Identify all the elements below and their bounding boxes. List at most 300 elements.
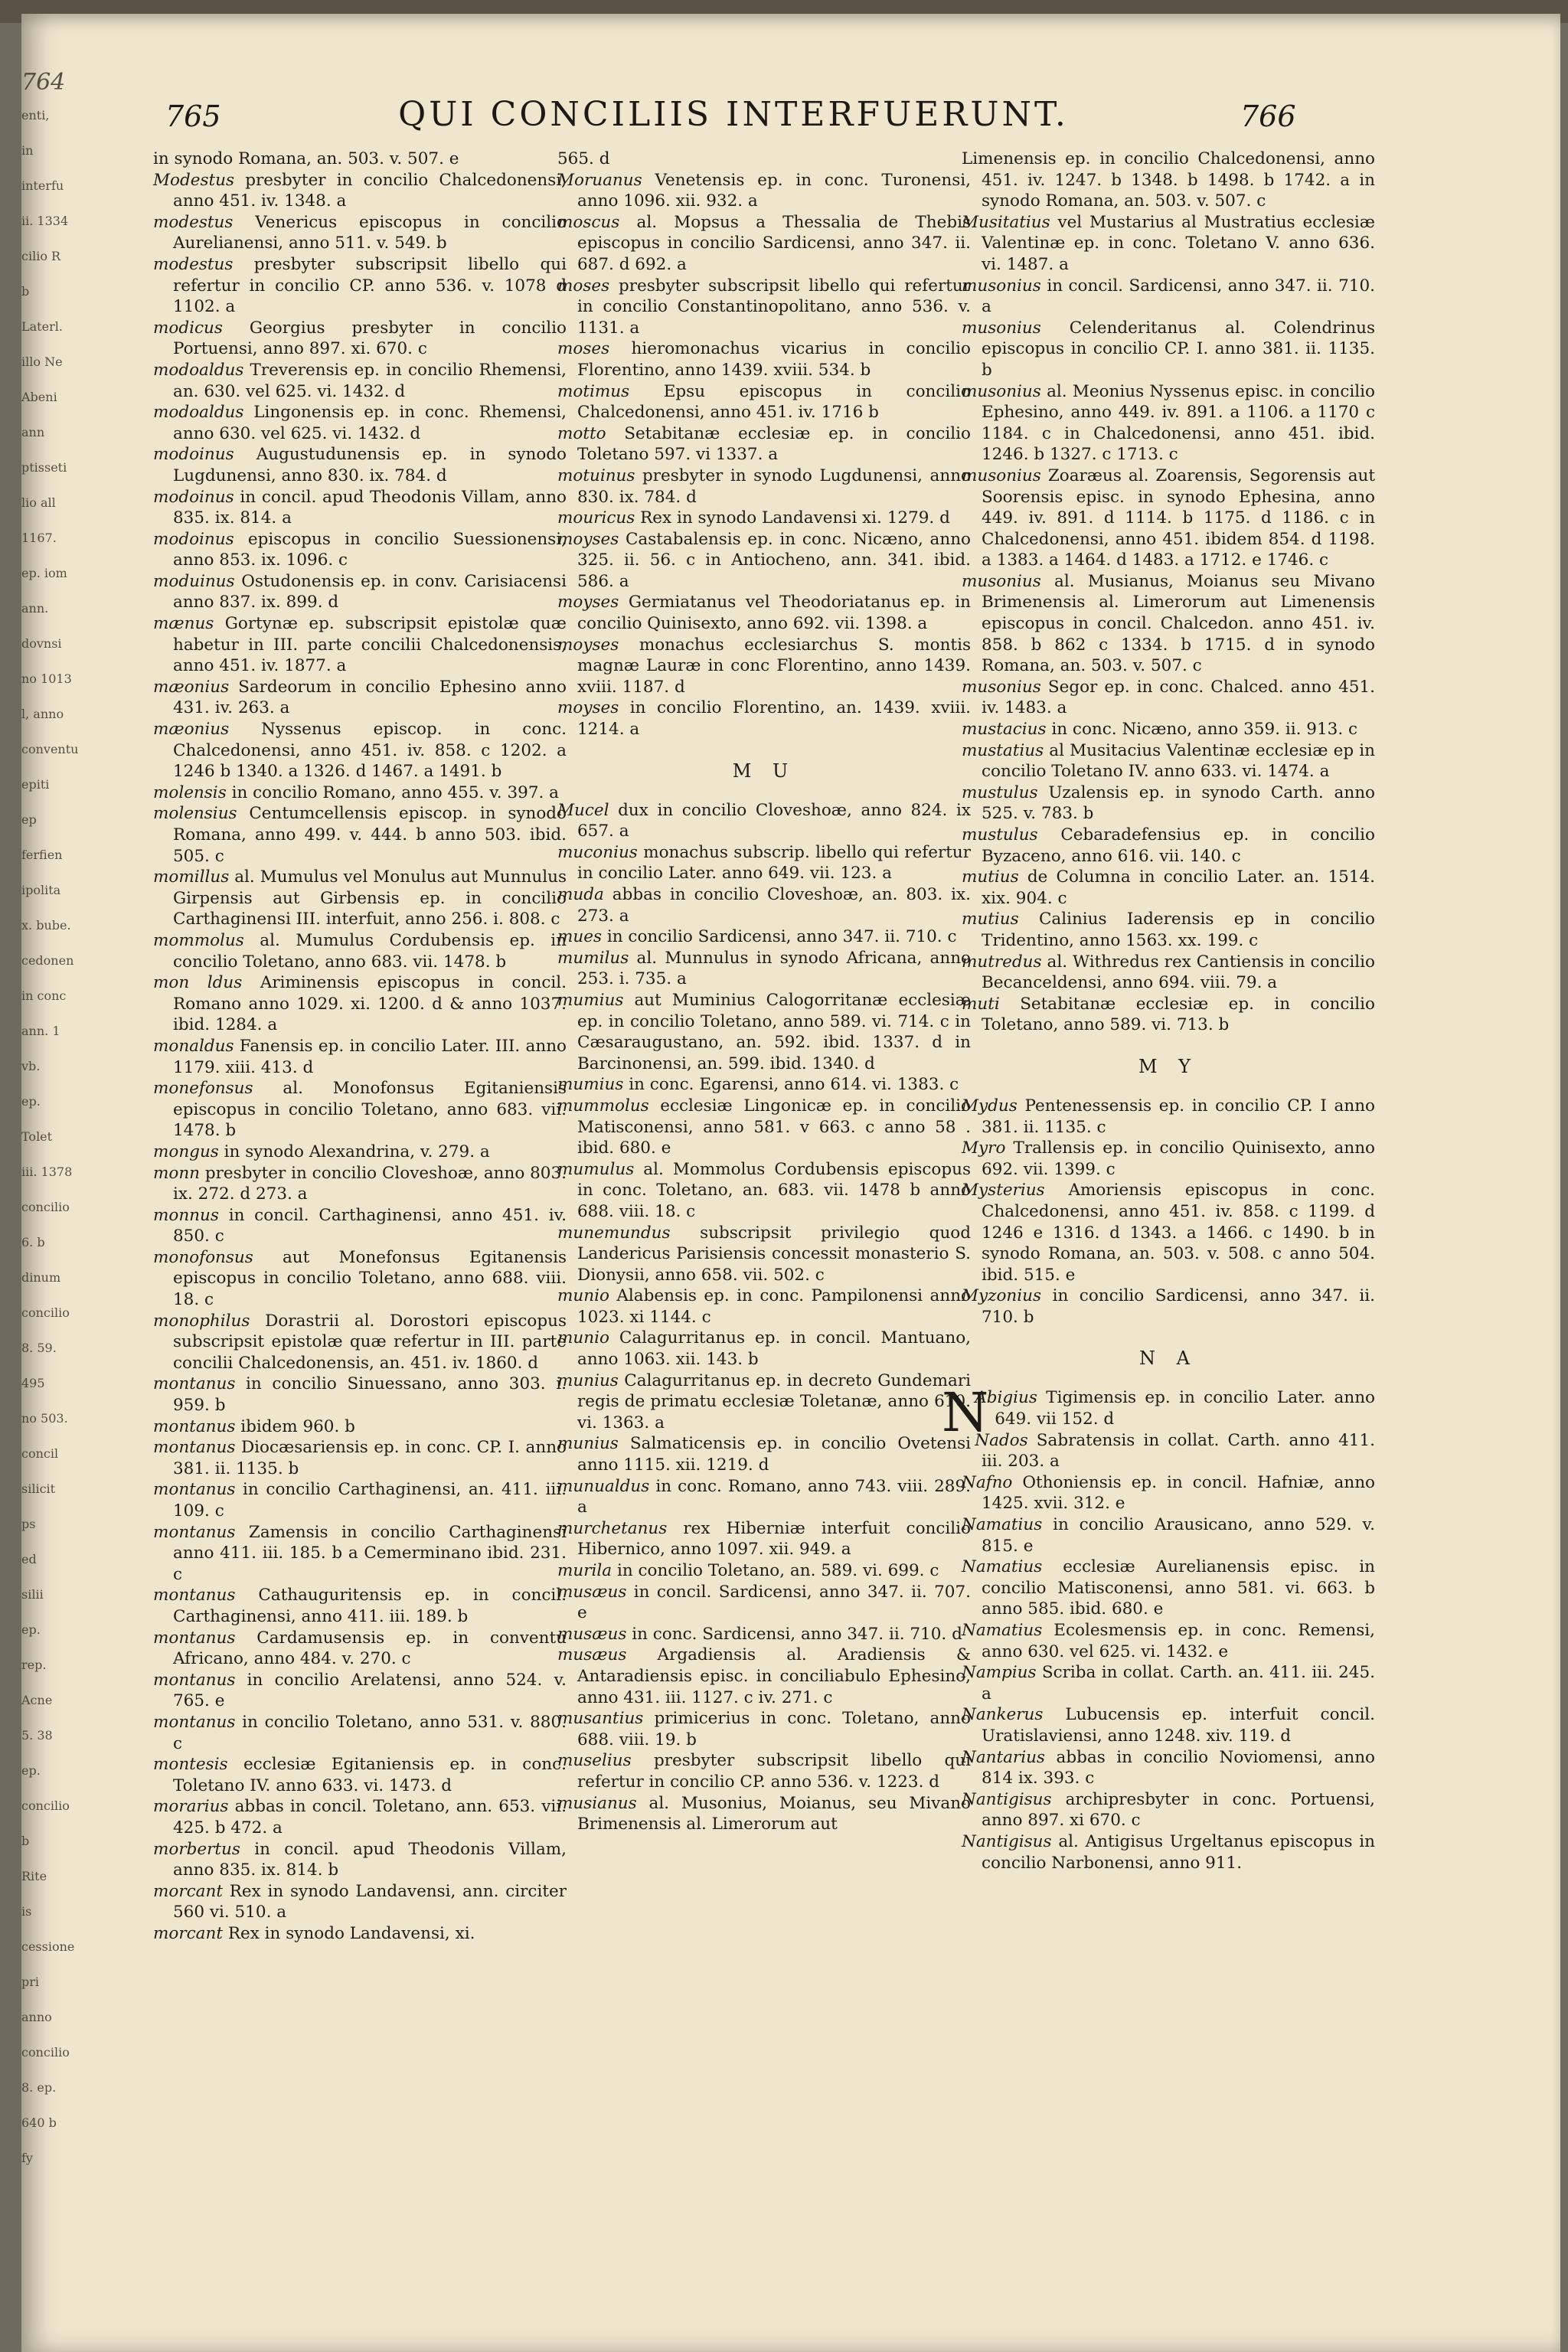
index-entry [153,972,567,1036]
entry-headword: muti [962,994,1000,1014]
index-entry [557,1159,971,1223]
entry-text: Zoaræus al. Zoarensis, Segorensis aut Soorensis episc. in synodo Ephesina, anno 449. iv. 891. d 1114. b 1175. d 1186. c in Chalcedonensi, anno 451. ibidem 854. d 1198. a 1383. a 1464. d 1483. a 1712. e 1746. c [982,466,1375,570]
entry-text: ecclesiæ Aurelianensis episc. in concilio Matisconensi, anno 581. vi. 663. b anno 585. ibid. 680. e [982,1557,1375,1619]
index-entry [153,1712,567,1754]
entry-text: Centumcellensis episcop. in synodo Romana, anno 499. v. 444. b anno 503. ibid. 505. c [173,804,567,866]
margin-fragment: Acne [21,1693,53,1707]
margin-fragment: ipolita [21,883,61,897]
entry-headword: murila [557,1561,612,1580]
entry-text: Salmaticensis ep. in concilio Ovetensi anno 1115. xii. 1219. d [577,1434,971,1475]
index-entry [557,1285,971,1328]
entry-headword: Nantarius [962,1747,1045,1767]
index-entry [962,952,1375,994]
entry-headword: mongus [153,1142,219,1161]
section-heading: M U [732,760,796,782]
left-page-number: 765 [165,100,221,133]
index-entry [962,571,1375,677]
index-entry [153,487,567,529]
index-entry [557,1708,971,1750]
entry-headword: Nafno [962,1472,1013,1492]
index-entry [153,1247,567,1311]
entry-text: Rex in synodo Landavensi, ann. circiter 560 vi. 510. a [173,1881,567,1922]
entry-headword: motto [557,423,606,443]
margin-fragment: 495 [21,1376,45,1390]
entry-headword: modicus [153,318,223,338]
entry-text: ecclesiæ Egitaniensis ep. in conc. Toletano IV. anno 633. vi. 1473. d [173,1755,567,1795]
column-left [153,149,567,1944]
entry-headword: Namatius [962,1557,1043,1577]
entry-text: presbyter subscripsit libello qui refertur in concilio CP. anno 536. v. 1078 d 1102. a [173,254,567,317]
entry-text: 565. d [557,149,610,168]
entry-headword: mummolus [557,1096,649,1116]
entry-headword: musæus [557,1624,627,1644]
index-entry [557,1096,971,1159]
entry-text: abbas in concil. Toletano, ann. 653. vii. 425. b 472. a [173,1797,567,1838]
entry-text: de Columna in concilio Later. an. 1514. xix. 904. c [982,867,1375,908]
index-entry [557,990,971,1074]
entry-headword: modoaldus [153,403,244,423]
entry-headword: monophilus [153,1311,250,1331]
entry-headword: montanus [153,1586,236,1606]
index-entry [557,149,971,170]
entry-headword: mæonius [153,677,230,697]
entry-headword: moyses [557,593,619,612]
entry-headword: musonius [962,276,1041,296]
entry-text: al Musitacius Valentinæ ecclesiæ ep in concilio Toletano IV. anno 633. vi. 1474. a [982,740,1375,782]
entry-text: al. Mumulus vel Monulus aut Munnulus Girpensis aut Girbensis ep. in concilio Carthaginensi III. interfuit, anno 256. i. 808. c [173,867,567,929]
entry-text: aut Muminius Calogorritanæ ecclesiæ ep. in concilio Toletano, anno 589. vi. 714. c in Cæsaraugustano, an. 592. ibid. 1337. d in Barcinonensi, an. 599. ibid. 1340. d [577,990,971,1073]
margin-fragment: ptisseti [21,460,67,475]
index-entry [557,1645,971,1708]
entry-headword: munualdus [557,1476,650,1496]
margin-fragment: Abeni [21,390,57,404]
margin-fragment: b [21,1834,30,1848]
entry-headword: montesis [153,1755,228,1775]
index-entry [962,1662,1375,1704]
entry-text: Sabratensis in collat. Carth. anno 411. iii. 203. a [982,1430,1375,1472]
entry-text: Rex in synodo Landavensi, xi. [227,1923,475,1943]
margin-fragment: ann. 1 [21,1024,60,1038]
entry-text: al. Musianus, Moianus seu Mivano Brimenensis al. Limerorum aut Limenensis episcopus in concil. Chalcedon. anno 451. iv. 858. b 862 c 1334. b 1715. d in synodo Romana, an. 503. v. 507. c [982,571,1375,676]
margin-fragment: interfu [21,178,64,193]
entry-text: Treverensis ep. in concilio Rhemensi, an. 630. vel 625. vi. 1432. d [173,360,567,401]
entry-text: Sardeorum in concilio Ephesino anno 431. iv. 263. a [173,677,567,718]
entry-headword: moyses [557,635,619,655]
index-entry [557,1582,971,1624]
margin-fragment: Tolet [21,1129,53,1144]
margin-fragment: 1167. [21,531,57,545]
entry-text: in concilio Sinuessano, anno 303. i. 959. b [173,1374,567,1416]
index-entry [962,381,1375,466]
entry-text: Epsu episcopus in concilio Chalcedonensi, anno 451. iv. 1716 b [577,381,971,423]
entry-headword: muselius [557,1751,632,1771]
margin-fragment: fy [21,2151,33,2165]
index-entry [557,1750,971,1792]
margin-fragment: pri [21,1975,40,1989]
entry-headword: modestus [153,254,234,274]
entry-text: in concil. Carthaginensi, anno 451. iv. 850. c [173,1205,567,1246]
index-entry [962,1138,1375,1180]
index-entry [153,1311,567,1374]
margin-fragment: 6. b [21,1235,45,1250]
margin-fragment: Rite [21,1869,47,1883]
entry-headword: montanus [153,1374,236,1394]
entry-headword: munius [557,1370,619,1390]
entry-headword: morcant [153,1881,223,1901]
entry-text: Calagurritanus ep. in decreto Gundemari regis de primatu ecclesiæ Toletanæ, anno 610. vi. 1363. a [577,1370,971,1432]
index-entry [153,170,567,212]
index-entry [153,803,567,867]
entry-headword: Myzonius [962,1286,1042,1306]
entry-headword: muda [557,885,604,904]
entry-headword: Namatius [962,1515,1043,1535]
index-entry [962,1620,1375,1662]
index-entry [557,423,971,466]
entry-text: in concilio Toletano, an. 589. vi. 699. c [616,1561,939,1580]
entry-headword: modoinus [153,529,234,549]
entry-headword: montanus [153,1712,236,1732]
entry-text: Nyssenus episcop. in conc. Chalcedonensi, anno 451. iv. 858. c 1202. a 1246 b 1340. a 1326. d 1467. a 1491. b [173,720,567,782]
section-heading: N A [1139,1348,1197,1370]
entry-text: Diocæsariensis ep. in conc. CP. I. anno 381. ii. 1135. b [173,1438,567,1478]
margin-fragment: ferfien [21,848,63,862]
entry-text: in concilio Florentino, an. 1439. xviii. 1214. a [577,698,971,740]
entry-headword: Nantigisus [962,1831,1052,1851]
entry-text: in conc. Romano, anno 743. viii. 289. a [577,1476,971,1517]
margin-fragment: in [21,143,34,158]
entry-headword: morbertus [153,1839,240,1859]
entry-text: Ecolesmensis ep. in conc. Remensi, anno 630. vel 625. vi. 1432. e [982,1621,1375,1661]
entry-text: al. Withredus rex Cantiensis in concilio Becanceldensi, anno 694. viii. 79. a [982,952,1375,993]
entry-headword: Myro [962,1138,1006,1158]
entry-text: in concilio Sardicensi, anno 347. ii. 710. c [606,927,957,947]
margin-fragment: dovnsi [21,636,62,651]
entry-headword: morcant [153,1923,223,1943]
index-entry [153,1923,567,1945]
index-entry [557,466,971,508]
entry-text: in concilio Arausicano, anno 529. v. 815. e [982,1515,1375,1556]
entry-text: al. Monofonsus Egitaniensis episcopus in concilio Toletano, anno 683. vii. 1478. b [173,1079,567,1141]
index-entry [153,1839,567,1881]
entry-headword: musæus [557,1582,627,1602]
entry-headword: montanus [153,1628,236,1648]
margin-fragment: is [21,1904,32,1919]
entry-text: Cebaradefensius ep. in concilio Byzaceno, anno 616. vii. 140. c [982,825,1375,866]
entry-headword: montanus [153,1416,236,1436]
entry-headword: monn [153,1163,201,1183]
entry-headword: mumulus [557,1159,635,1179]
entry-text: in concilio Romano, anno 455. v. 397. a [231,782,559,802]
index-entry [962,740,1375,782]
index-entry [557,884,971,926]
index-entry [557,800,971,842]
index-entry [962,149,1375,212]
index-entry [153,1142,567,1163]
entry-text: Celenderitanus al. Colendrinus episcopus in concilio CP. I. anno 381. ii. 1135. b [982,318,1375,380]
index-entry [153,1078,567,1142]
margin-fragment: ii. 1334 [21,214,69,228]
margin-fragment: ed [21,1552,37,1566]
entry-text: al. Musonius, Moianus, seu Mivano Brimenensis al. Limerorum aut [577,1793,971,1834]
margin-fragment: cessione [21,1939,75,1954]
entry-headword: munio [557,1286,609,1306]
entry-text: dux in concilio Cloveshoæ, anno 824. ix 657. a [577,800,971,841]
index-entry [962,1514,1375,1557]
entry-headword: Nantigisus [962,1789,1052,1809]
margin-fragment: ann. [21,601,49,616]
index-entry [557,1560,971,1582]
previous-page-margin [21,67,79,2334]
entry-headword: mustatius [962,740,1044,760]
index-entry [557,926,971,948]
previous-page-number: 764 [21,69,66,96]
entry-headword: mon ldus [153,973,243,993]
entry-headword: montanus [153,1522,236,1542]
entry-text: Othoniensis ep. in concil. Hafniæ, anno 1425. xvii. 312. e [982,1472,1375,1514]
entry-text: Cardamusensis ep. in conventu Africano, anno 484. v. 270. c [173,1628,567,1669]
index-entry [962,1557,1375,1620]
entry-headword: Namatius [962,1621,1043,1640]
index-entry [557,276,971,339]
index-entry [557,842,971,884]
entry-text: Germiatanus vel Theodoriatanus ep. in concilio Quinisexto, anno 692. vii. 1398. a [577,593,971,634]
entry-headword: musonius [962,677,1041,697]
index-entry [557,508,971,529]
entry-text: Setabitanæ ecclesiæ ep. in concilio Toletano, anno 589. vi. 713. b [982,994,1375,1035]
index-entry [153,1205,567,1247]
entry-headword: monnus [153,1205,219,1225]
entry-headword: mutius [962,910,1019,929]
index-entry [153,867,567,930]
entry-text: Ariminensis episcopus in concil. Romano anno 1029. xi. 1200. d & anno 1037. ibid. 1284. a [173,973,567,1035]
entry-headword: mænus [153,614,214,634]
entry-text: in concil. Sardicensi, anno 347. ii. 707. e [577,1582,971,1623]
index-entry [153,360,567,402]
entry-headword: mumius [557,990,624,1010]
index-entry [153,719,567,782]
margin-fragment: illo Ne [21,354,63,369]
index-entry [153,1437,567,1479]
index-entry [153,782,567,804]
index-entry [962,1096,1375,1138]
margin-fragment: dinum [21,1270,61,1285]
index-entry [153,930,567,972]
entry-text: Segor ep. in conc. Chalced. anno 451. iv. 1483. a [982,677,1375,718]
entry-text: presbyter subscripsit libello qui refertur in concilio CP. anno 536. v. 1223. d [577,1751,971,1792]
index-entry [153,677,567,719]
entry-headword: muconius [557,842,638,862]
margin-fragment: no 503. [21,1411,68,1426]
entry-text: vel Mustarius al Mustratius ecclesiæ Valentinæ ep. in conc. Toletano V. anno 636. vi. 1487. a [982,212,1375,274]
entry-text: ecclesiæ Lingonicæ ep. in concilio Matisconensi, anno 581. v 663. c anno 58 . ibid. 680. e [577,1096,971,1158]
index-entry [153,254,567,318]
entry-headword: mustacius [962,720,1047,740]
index-entry [153,1374,567,1416]
margin-fragment: concilio [21,1305,70,1320]
index-entry [557,1624,971,1645]
entry-text: ibidem 960. b [240,1416,355,1436]
entry-text: Venericus episcopus in concilio Aurelianensi, anno 511. v. 549. b [173,212,567,253]
entry-text: in conc. Nicæno, anno 359. ii. 913. c [1051,720,1358,740]
index-entry [153,1628,567,1670]
entry-headword: Moruanus [557,170,642,190]
entry-text: in conc. Sardicensi, anno 347. ii. 710. d [632,1624,962,1644]
drop-cap: N [942,1381,989,1445]
margin-fragment: ep. [21,1622,41,1637]
index-entry [153,1522,567,1586]
entry-headword: monefonsus [153,1079,253,1099]
running-title: QUI CONCILIIS INTERFUERUNT. [398,95,1069,134]
entry-text: al. Meonius Nyssenus episc. in concilio Ephesino, anno 449. iv. 891. a 1106. a 1170 c 1184. c in Chalcedonensi, anno 451. ibid. 1246. b 1327. c 1713. c [982,381,1375,465]
entry-text: in conc. Egarensi, anno 614. vi. 1383. c [629,1075,959,1095]
right-page-number: 766 [1240,100,1296,133]
entry-headword: moduinus [153,571,235,591]
entry-text: presbyter in concilio Chalcedonensi, anno 451. iv. 1348. a [173,170,567,211]
book-page [21,14,1560,2352]
entry-text: Setabitanæ ecclesiæ ep. in concilio Toletano 597. vi 1337. a [577,423,971,465]
entry-headword: motuinus [557,466,635,485]
index-entry [557,948,971,990]
index-entry [153,1585,567,1627]
entry-headword: modoaldus [153,360,244,380]
index-entry [557,1433,971,1475]
index-entry [557,1476,971,1518]
index-entry [153,402,567,444]
margin-fragment: ann [21,425,45,439]
margin-fragment: Laterl. [21,319,63,334]
index-entry [962,318,1375,381]
entry-headword: modoinus [153,487,234,507]
entry-headword: Musitatius [962,212,1050,232]
entry-text: al. Mumulus Cordubensis ep. in concilio Toletano, anno 683. vii. 1478. b [173,930,567,972]
index-entry [557,381,971,423]
entry-text: Alabensis ep. in conc. Pampilonensi anno 1023. xi 1144. c [577,1286,971,1327]
entry-text: Calagurritanus ep. in concil. Mantuano, anno 1063. xii. 143. b [577,1328,972,1370]
entry-text: Calinius Iaderensis ep in concilio Tridentino, anno 1563. xx. 199. c [982,910,1375,950]
index-entry [962,782,1375,825]
index-entry [153,613,567,677]
entry-headword: monofonsus [153,1247,253,1267]
index-entry [153,571,567,613]
entry-headword: Mydus [962,1096,1018,1116]
entry-headword: montanus [153,1480,236,1500]
entry-text: Castabalensis ep. in conc. Nicæno, anno 325. ii. 56. c in Antiocheno, ann. 341. ibid. 586. a [577,529,971,591]
entry-headword: mustulus [962,825,1038,844]
entry-headword: mues [557,927,602,947]
index-entry [153,1670,567,1712]
entry-text: abbas in concilio Cloveshoæ, an. 803. ix. 273. a [577,885,971,926]
entry-text: al. Antigisus Urgeltanus episcopus in concilio Narbonensi, anno 911. [982,1831,1375,1873]
column-right [942,149,1375,1873]
index-entry [153,1479,567,1521]
entry-text: in concilio Sardicensi, anno 347. ii. 710. b [982,1286,1375,1327]
entry-text: Augustudunensis ep. in synodo Lugdunensi, anno 830. ix. 784. d [173,445,567,485]
index-entry [557,635,971,698]
margin-fragment: ps [21,1517,36,1531]
margin-fragment: x. bube. [21,918,71,933]
entry-text: Georgius presbyter in concilio Portuensi, anno 897. xi. 670. c [173,318,567,359]
margin-fragment: silicit [21,1481,56,1496]
index-entry [962,1430,1375,1472]
entry-text: primicerius in conc. Toletano, anno 688. viii. 19. b [577,1709,971,1749]
index-entry [153,1881,567,1923]
entry-headword: musianus [557,1793,637,1813]
entry-text: Pentenessensis ep. in concilio CP. I anno 381. ii. 1135. c [982,1096,1375,1137]
entry-text: Lubucensis ep. interfuit concil. Uratislaviensi, anno 1248. xiv. 119. d [982,1705,1375,1746]
entry-headword: munio [557,1328,609,1348]
index-entry [153,1416,567,1438]
entry-headword: musonius [962,318,1041,338]
index-entry [962,1472,1375,1514]
margin-fragment: 8. ep. [21,2080,57,2095]
margin-fragment: vb. [21,1059,41,1073]
entry-headword: momillus [153,867,230,887]
index-entry [153,529,567,571]
margin-fragment: l, anno [21,707,64,721]
entry-text: in concil. apud Theodonis Villam, anno 835. ix. 814. b [173,1839,567,1880]
entry-headword: musonius [962,571,1041,591]
entry-headword: moyses [557,529,619,549]
margin-fragment: concilio [21,1798,70,1813]
entry-text: aut Monefonsus Egitanensis episcopus in concilio Toletano, anno 688. viii. 18. c [173,1247,567,1310]
entry-headword: musonius [962,466,1041,485]
entry-text: Argadiensis al. Aradiensis & Antaradiensis episc. in conciliabulo Ephesino, anno 431. iii. 1127. c iv. 271. c [577,1645,971,1707]
entry-headword: moses [557,276,610,296]
index-entry [962,276,1375,318]
entry-headword: murchetanus [557,1518,668,1538]
margin-fragment: ep. [21,1763,41,1778]
margin-fragment: ep [21,812,37,827]
entry-headword: Abigius [975,1388,1037,1408]
index-entry [153,1754,567,1796]
entry-text: monachus ecclesiarchus S. montis magnæ Lauræ in conc Florentino, anno 1439. xviii. 1187. d [577,635,971,697]
entry-headword: modoinus [153,445,234,465]
index-entry [153,318,567,360]
entry-headword: moses [557,339,610,359]
entry-text: al. Munnulus in synodo Africana, anno 253. i. 735. a [577,948,971,989]
index-entry [557,1793,971,1835]
entry-text: Scriba in collat. Carth. an. 411. iii. 245. a [982,1663,1375,1704]
entry-headword: moyses [557,698,619,718]
entry-headword: mommolus [153,930,244,950]
entry-headword: montanus [153,1670,236,1690]
index-entry [557,1328,971,1370]
margin-fragment: 640 b [21,2115,57,2130]
entry-headword: morarius [153,1797,229,1817]
entry-text: Gortynæ ep. subscripsit epistolæ quæ habetur in III. parte concilii Chalcedonensis, anno 451. iv. 1877. a [173,614,567,676]
entry-headword: mouricus [557,508,635,528]
margin-fragment: cilio R [21,249,61,263]
margin-fragment: b [21,284,30,299]
index-entry [962,909,1375,951]
index-entry [557,592,971,634]
index-entry [557,1518,971,1560]
margin-fragment: epiti [21,777,50,792]
index-entry [962,994,1375,1036]
index-entry [962,1789,1375,1831]
entry-text: Zamensis in concilio Carthaginensi anno 411. iii. 185. b a Cemerminano ibid. 231. c [173,1522,567,1584]
index-entry [557,212,971,276]
index-entry [962,466,1375,571]
margin-fragment: enti, [21,108,50,122]
index-entry [153,1796,567,1838]
entry-text: Amoriensis episcopus in conc. Chalcedonensi, anno 451. iv. 858. c 1199. d 1246 e 1316. d 1343. a 1466. c 1490. b in synodo Romana, an. 503. v. 508. c anno 504. ibid. 515. e [982,1181,1375,1285]
entry-headword: modestus [153,212,234,232]
entry-headword: mæonius [153,720,230,740]
entry-headword: musantius [557,1709,644,1729]
margin-fragment: ep. iom [21,566,67,580]
margin-fragment: in conc [21,988,67,1003]
